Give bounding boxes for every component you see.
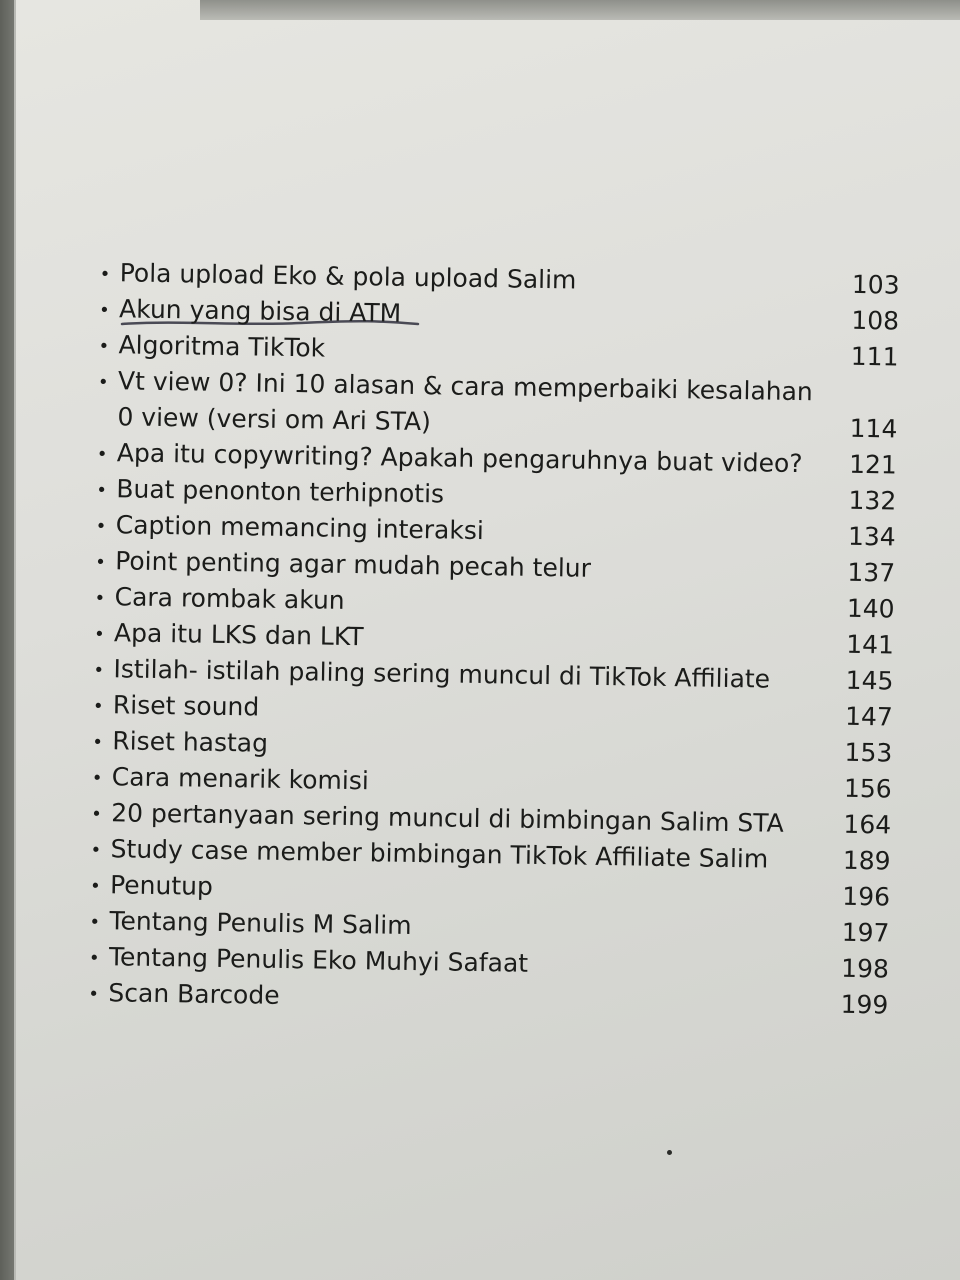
toc-entry-title: Cara menarik komisi [111,762,370,796]
toc-entry-title: Caption memancing interaksi [115,510,485,546]
toc-entry-page: 108 [851,305,900,336]
toc-entry-page: 103 [851,269,900,300]
bullet-icon: • [88,983,100,1006]
bullet-icon: • [89,911,101,934]
ink-dot-mark [667,1150,672,1155]
toc-entry-page: 111 [850,341,899,372]
toc-entry-title: Tentang Penulis Eko Muhyi Safaat [108,942,529,978]
toc-entry-title: Buat penonton terhipnotis [116,474,445,509]
toc-entry-title: Apa itu LKS dan LKT [113,618,364,652]
page-top-shadow [200,0,960,20]
bullet-icon: • [92,731,104,754]
bullet-icon: • [89,875,101,898]
toc-entry-page: 132 [848,485,897,516]
bullet-icon: • [96,443,108,466]
toc-entry-page: 189 [842,845,891,876]
toc-entry-page: 198 [840,953,890,984]
toc-entry-title: Apa itu copywriting? Apakah pengaruhnya buat video? [116,438,803,479]
bullet-icon: • [93,659,105,682]
toc-entry-title: Riset hastag [112,726,269,758]
bullet-icon: • [98,299,110,322]
bullet-icon: • [91,767,103,790]
toc-entry-title: Pola upload Eko & pola upload Salim [119,258,577,295]
bullet-icon: • [90,839,102,862]
toc-entry-page: 153 [844,737,893,768]
toc-entry-page: 140 [846,593,895,624]
toc-entry-page: 147 [844,701,894,732]
toc-entry-title: 20 pertanyaan sering muncul di bimbingan Salim STA [111,798,784,838]
toc-entry-page: 199 [840,989,889,1020]
bullet-icon: • [99,263,111,286]
toc-entry-page: 156 [843,773,892,804]
toc-entry-page: 164 [843,809,892,840]
bullet-icon: • [95,551,106,574]
bullet-icon: • [94,587,106,610]
toc-entry-title: Tentang Penulis M Salim [109,906,412,940]
toc-entry-title: Algoritma TikTok [118,330,326,363]
toc-entry-page: 114 [849,413,898,444]
toc-entry-title: Cara rombak akun [114,582,345,615]
toc-entry-page: 145 [845,665,894,696]
bleed-through-text [250,140,269,186]
toc-entry-title: Scan Barcode [108,978,280,1010]
bullet-icon: • [95,515,107,538]
toc-entry [97,363,898,448]
toc-entry-title: Point penting agar mudah pecah telur [114,546,592,583]
table-of-contents [88,255,900,1023]
toc-entry-page: 196 [842,881,891,912]
toc-entry-title: Penutup [109,870,214,901]
bullet-icon: • [97,371,109,394]
toc-entry-page: 137 [847,557,896,588]
bullet-icon: • [88,947,100,970]
toc-entry-page: 197 [841,917,890,948]
bullet-icon: • [93,623,105,646]
toc-entry-title: Study case member bimbingan TikTok Affiliate Salim [110,834,769,874]
toc-entry-title: Akun yang bisa di ATM [118,294,402,328]
toc-entry-page: 121 [848,449,898,480]
toc-entry-page: 134 [847,521,896,552]
toc-entry-title: Istilah- istilah paling sering muncul di TikTok Affiliate [113,654,771,694]
bullet-icon: • [91,803,103,826]
bullet-icon: • [92,695,104,718]
toc-entry-title: Riset sound [112,690,260,722]
toc-entry-title: Vt view 0? Ini 10 alasan & cara memperbaiki kesalahan 0 view (versi om Ari STA) [117,366,814,437]
bullet-icon: • [96,479,108,502]
toc-entry-page: 141 [846,629,895,660]
bullet-icon: • [98,335,110,358]
